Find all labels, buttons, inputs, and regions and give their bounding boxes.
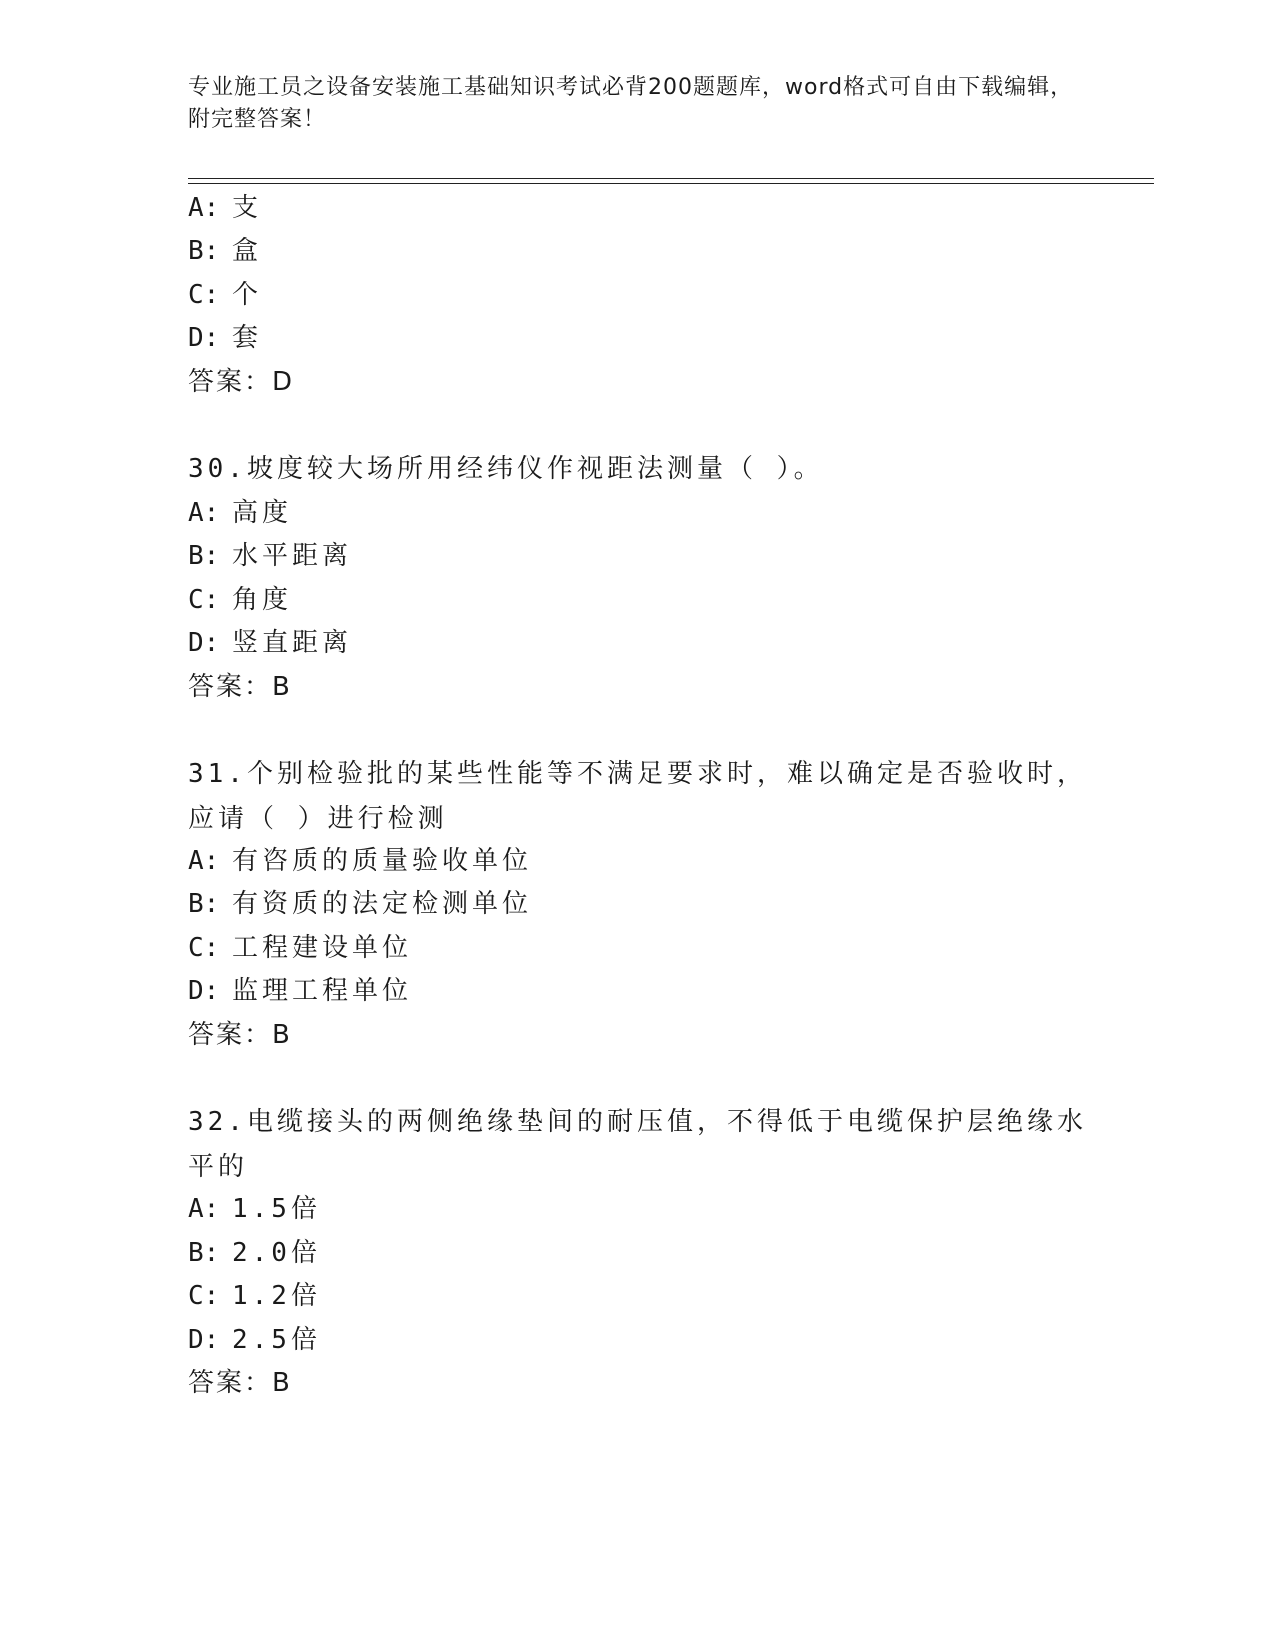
header-divider-top xyxy=(188,178,1154,179)
question-text: 30.坡度较大场所用经纬仪作视距法测量（ ）。 xyxy=(188,454,824,484)
question-text: 31.个别检验批的某些性能等不满足要求时，难以确定是否验收时，应请（ ）进行检测 xyxy=(188,759,1087,834)
document-title: 专业施工员之设备安装施工基础知识考试必背200题题库，word格式可自由下载编辑，附完整答案！ xyxy=(188,75,1074,132)
option-b: B: 2.0倍 xyxy=(188,1238,321,1268)
option-c: C: 工程建设单位 xyxy=(188,933,413,963)
header-divider-bottom xyxy=(188,183,1154,184)
option-d: D: 套 xyxy=(188,323,263,353)
option-d: D: 2.5倍 xyxy=(188,1325,321,1355)
question-text: 32.电缆接头的两侧绝缘垫间的耐压值，不得低于电缆保护层绝缘水平的 xyxy=(188,1107,1087,1182)
option-c: C: 1.2倍 xyxy=(188,1281,321,1311)
document-header xyxy=(188,72,1088,136)
answer: 答案：B xyxy=(188,1020,292,1050)
option-c: C: 角度 xyxy=(188,585,293,615)
option-a: A: 有咨质的质量验收单位 xyxy=(188,846,533,876)
option-b: B: 盒 xyxy=(188,236,263,266)
option-b: B: 水平距离 xyxy=(188,541,353,571)
answer: 答案：B xyxy=(188,672,292,702)
option-a: A: 支 xyxy=(188,193,263,223)
option-d: D: 竖直距离 xyxy=(188,628,353,658)
answer: 答案：B xyxy=(188,1368,292,1398)
option-a: A: 高度 xyxy=(188,498,293,528)
option-c: C: 个 xyxy=(188,280,263,310)
option-a: A: 1.5倍 xyxy=(188,1194,321,1224)
option-b: B: 有资质的法定检测单位 xyxy=(188,889,533,919)
answer: 答案：D xyxy=(188,367,295,397)
option-d: D: 监理工程单位 xyxy=(188,976,413,1006)
